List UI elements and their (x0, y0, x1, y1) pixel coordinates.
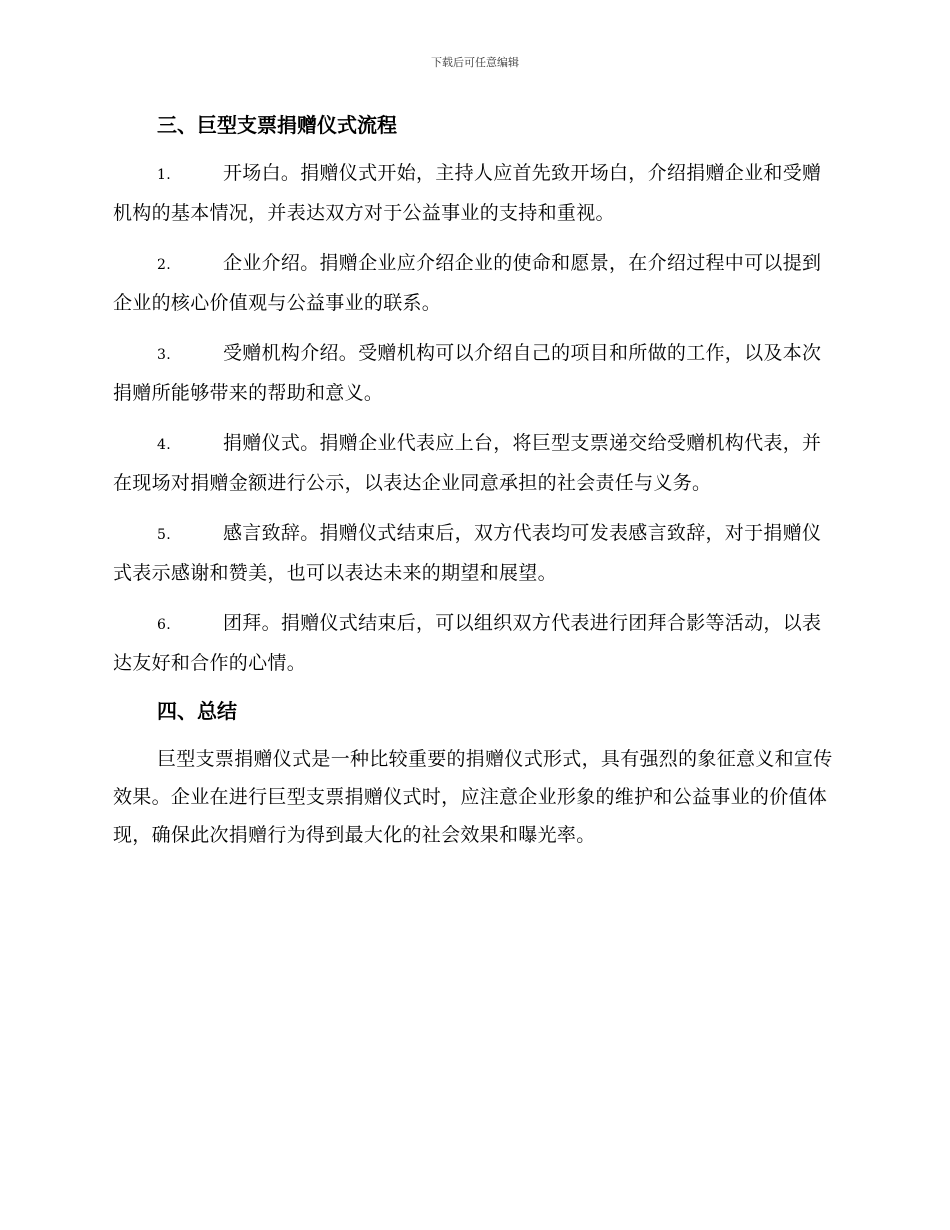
list-item-text: 团拜。捐赠仪式结束后，可以组织双方代表进行团拜合影等活动，以表达友好和合作的心情。 (113, 612, 822, 674)
list-item (113, 244, 835, 322)
document-body (113, 108, 835, 854)
list-item-text: 受赠机构介绍。受赠机构可以介绍自己的项目和所做的工作，以及本次捐赠所能够带来的帮助和意义。 (113, 342, 822, 404)
list-item (113, 154, 835, 232)
list-item (113, 424, 835, 502)
list-item-number: 5. (157, 527, 171, 543)
page-header-note: 下载后可任意编辑 (431, 56, 519, 69)
list-item (113, 514, 835, 592)
list-item-number: 3. (157, 347, 171, 363)
list-item-number: 2. (157, 257, 171, 273)
section-3-heading: 三、巨型支票捐赠仪式流程 (157, 113, 397, 137)
summary-paragraph: 巨型支票捐赠仪式是一种比较重要的捐赠仪式形式，具有强烈的象征意义和宣传效果。企业在进行巨型支票捐赠仪式时，应注意企业形象的维护和公益事业的价值体现，确保此次捐赠行为得到最大化的社会效果和曝光率。 (113, 748, 833, 846)
section-4-heading: 四、总结 (157, 699, 237, 723)
list-item-text: 开场白。捐赠仪式开始，主持人应首先致开场白，介绍捐赠企业和受赠机构的基本情况，并表达双方对于公益事业的支持和重视。 (113, 162, 822, 224)
list-item-number: 4. (157, 437, 171, 453)
list-item-number: 6. (157, 617, 171, 633)
list-item-text: 感言致辞。捐赠仪式结束后，双方代表均可发表感言致辞，对于捐赠仪式表示感谢和赞美，也可以表达未来的期望和展望。 (113, 522, 822, 584)
list-item (113, 334, 835, 412)
list-item-text: 捐赠仪式。捐赠企业代表应上台，将巨型支票递交给受赠机构代表，并在现场对捐赠金额进行公示，以表达企业同意承担的社会责任与义务。 (113, 432, 822, 494)
list-item-number: 1. (157, 167, 171, 183)
list-item-text: 企业介绍。捐赠企业应介绍企业的使命和愿景，在介绍过程中可以提到企业的核心价值观与公益事业的联系。 (113, 252, 822, 314)
list-item (113, 604, 835, 682)
